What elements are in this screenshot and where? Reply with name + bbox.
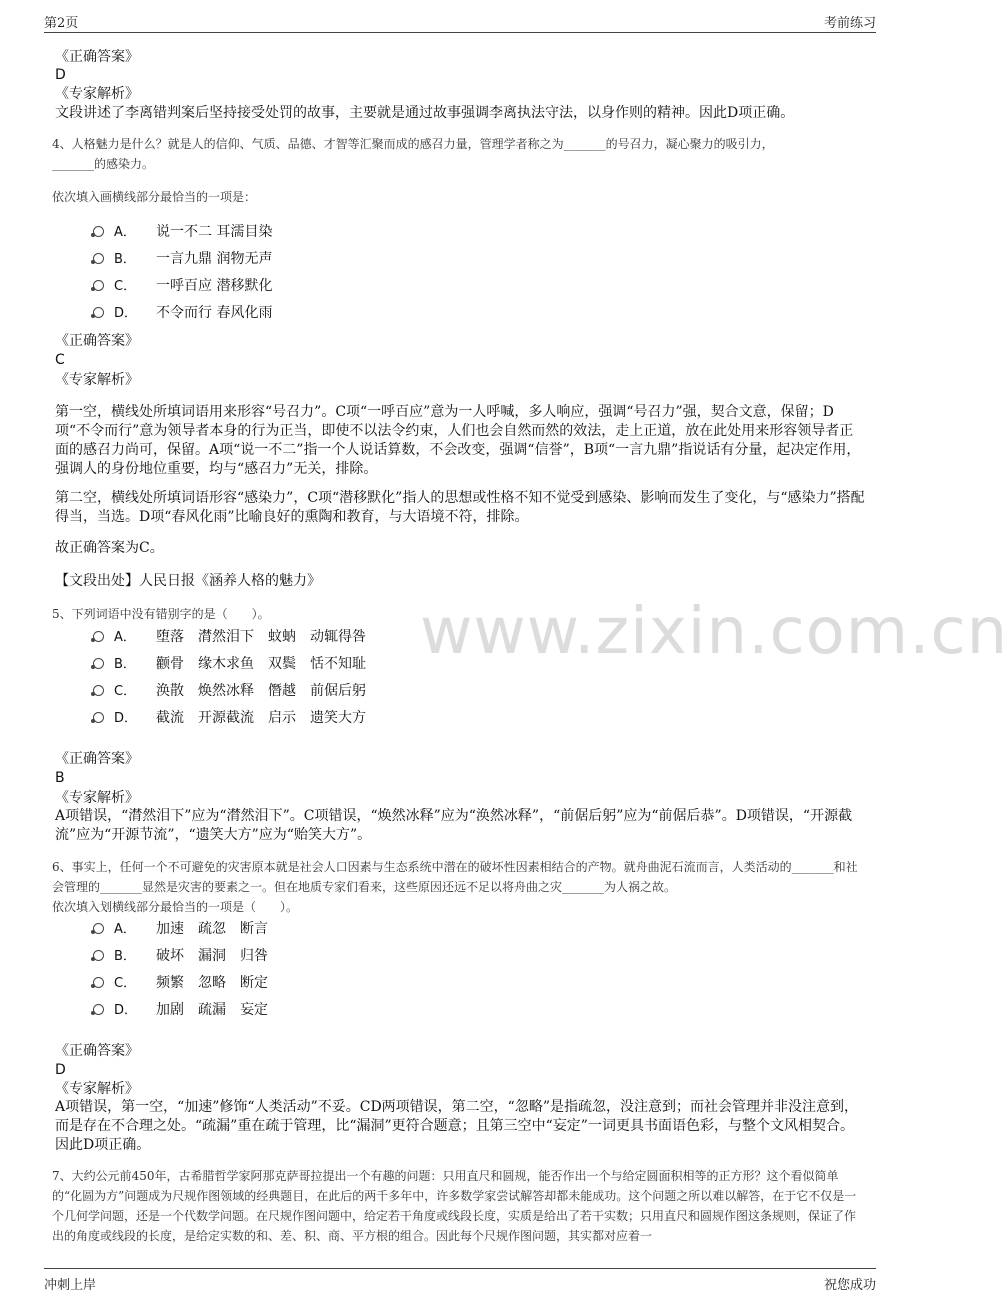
radio-icon xyxy=(93,685,104,696)
question-6-option-a[interactable]: A． 加速 疏忽 断言 xyxy=(93,919,268,940)
answer-value: D xyxy=(55,67,66,83)
page-header xyxy=(44,8,876,33)
question-5-option-b[interactable]: B． 颧骨 缘木求鱼 双鬓 恬不知耻 xyxy=(93,654,366,675)
question-5-option-a[interactable]: A． 堕落 潸然泪下 蚊蚋 动辄得咎 xyxy=(93,627,366,648)
analysis-text: A项错误，第一空，“加速”修饰“人类活动”不妥。CD两项错误，第二空，“忽略”是指疏忽，没注意到；而社会管理并非没注意到，而是存在不合理之处。“疏漏”重在疏于管理，比“漏洞”更符合题意；且第三空中“妄定”一词更具书面语色彩，与整个文风相契合。因此D项正确。 xyxy=(55,1099,858,1153)
question-6-stem: 6、事实上，任何一个不可避免的灾害原本就是社会人口因素与生态系统中潜在的破坏性因素相结合的产物。就舟曲泥石流而言，人类活动的_______和社会管理的_______显然是灾害的要素之一。但在地质专家们看来，这些原因还远不足以将舟曲之灾_______为人祸之故。 xyxy=(52,860,858,894)
question-4-instruction: 依次填入画横线部分最恰当的一项是： xyxy=(52,190,257,204)
analysis-text: A项错误，“潸然泪下”应为“潸然泪下”。C项错误，“焕然冰释”应为“涣然冰释”，“前倨后躬”应为“前倨后恭”。D项错误，“开源截流”应为“开源节流”，“遗笑大方”应为“贻笑大方”。 xyxy=(55,808,853,843)
watermark: www.zixin.com.cn xyxy=(420,595,1008,669)
page-number: 第2页 xyxy=(44,16,79,31)
analysis-text: 文段讲述了李离错判案后坚持接受处罚的故事，主要就是通过故事强调李离执法守法，以身作则的精神。因此D项正确。 xyxy=(55,105,795,121)
question-5-option-d[interactable]: D． 截流 开源截流 启示 遗笑大方 xyxy=(93,708,366,729)
radio-icon xyxy=(93,253,104,264)
question-7-stem: 7、大约公元前450年，古希腊哲学家阿那克萨哥拉提出一个有趣的问题：只用直尺和圆规，能否作出一个与给定圆面积相等的正方形？这个看似简单的“化圆为方”问题成为尺规作图领域的经典题目，在此后的两千多年中，许多数学家尝试解答却都未能成功。这个问题之所以难以解答，在于它不仅是一个几何学问题，还是一个代数学问题。在尺规作图问题中，给定若干角度或线段长度，实质是给出了若干实数；只用直尺和圆规作图这条规则，保证了作出的角度或线段的长度，是给定实数的和、差、积、商、平方根的组合。因此每个尺规作图问题，其实都对应着一 xyxy=(52,1169,857,1243)
question-4-option-d[interactable]: D． 不令而行 春风化雨 xyxy=(93,303,272,324)
analysis-heading: 《专家解析》 xyxy=(55,86,139,102)
radio-icon xyxy=(93,1004,104,1015)
answer-value: B xyxy=(55,770,65,786)
radio-icon xyxy=(93,950,104,961)
radio-icon xyxy=(93,658,104,669)
question-4-option-b[interactable]: B． 一言九鼎 润物无声 xyxy=(93,249,272,270)
question-6-option-b[interactable]: B． 破坏 漏洞 归咎 xyxy=(93,946,268,967)
radio-icon xyxy=(93,307,104,318)
answer-heading: 《正确答案》 xyxy=(55,49,139,65)
question-6-option-c[interactable]: C． 频繁 忽略 断定 xyxy=(93,973,268,994)
footer-left-text: 冲刺上岸 xyxy=(44,1278,97,1293)
radio-icon xyxy=(93,631,104,642)
radio-icon xyxy=(93,977,104,988)
question-6-instruction: 依次填入划横线部分最恰当的一项是（ ）。 xyxy=(52,900,299,914)
analysis-heading: 《专家解析》 xyxy=(55,372,139,388)
question-4-option-c[interactable]: C． 一呼百应 潜移默化 xyxy=(93,276,272,297)
answer-value: D xyxy=(55,1062,66,1078)
analysis-heading: 《专家解析》 xyxy=(55,790,139,806)
radio-icon xyxy=(93,280,104,291)
question-4-stem: 4、人格魅力是什么？就是人的信仰、气质、品德、才智等汇聚而成的感召力量，管理学者称之为_______的号召力，凝心聚力的吸引力，_______的感染力。 xyxy=(52,137,774,171)
page-footer xyxy=(44,1268,876,1293)
radio-icon xyxy=(93,923,104,934)
answer-heading: 《正确答案》 xyxy=(55,1043,139,1059)
question-6-option-d[interactable]: D． 加剧 疏漏 妄定 xyxy=(93,1000,268,1021)
answer-heading: 《正确答案》 xyxy=(55,333,139,349)
question-5-stem: 5、下列词语中没有错别字的是（ ）。 xyxy=(52,607,270,621)
analysis-paragraph: 第一空，横线处所填词语用来形容“号召力”。C项“一呼百应”意为一人呼喊，多人响应，强调“号召力”强，契合文意，保留；D项“不令而行”意为领导者本身的行为正当，即使不以法令约束，人们也会自然而然的效法，走上正道，放在此处用来形容领导者正面的感召力尚可，保留。A项“说一不二”指一个人说话算数，不会改变，强调“信誉”，B项“一言九鼎”指说话有分量，起决定作用，强调人的身份地位重要，均与“感召力”无关，排除。 xyxy=(55,404,861,477)
analysis-paragraph: 第二空，横线处所填词语形容“感染力”，C项“潜移默化”指人的思想或性格不知不觉受到感染、影响而发生了变化，与“感染力”搭配得当，当选。D项“春风化雨”比喻良好的熏陶和教育，与大语境不符，排除。 xyxy=(55,490,865,525)
question-4-option-a[interactable]: A． 说一不二 耳濡目染 xyxy=(93,222,272,243)
answer-heading: 《正确答案》 xyxy=(55,751,139,767)
radio-icon xyxy=(93,712,104,723)
analysis-heading: 《专家解析》 xyxy=(55,1081,139,1097)
header-title: 考前练习 xyxy=(823,16,876,31)
radio-icon xyxy=(93,226,104,237)
answer-value: C xyxy=(55,352,65,368)
question-5-option-c[interactable]: C． 涣散 焕然冰释 僭越 前倨后躬 xyxy=(93,681,366,702)
analysis-conclusion: 故正确答案为C。 xyxy=(55,540,164,556)
footer-right-text: 祝您成功 xyxy=(823,1278,876,1293)
source-citation: 【文段出处】人民日报《涵养人格的魅力》 xyxy=(55,573,321,589)
